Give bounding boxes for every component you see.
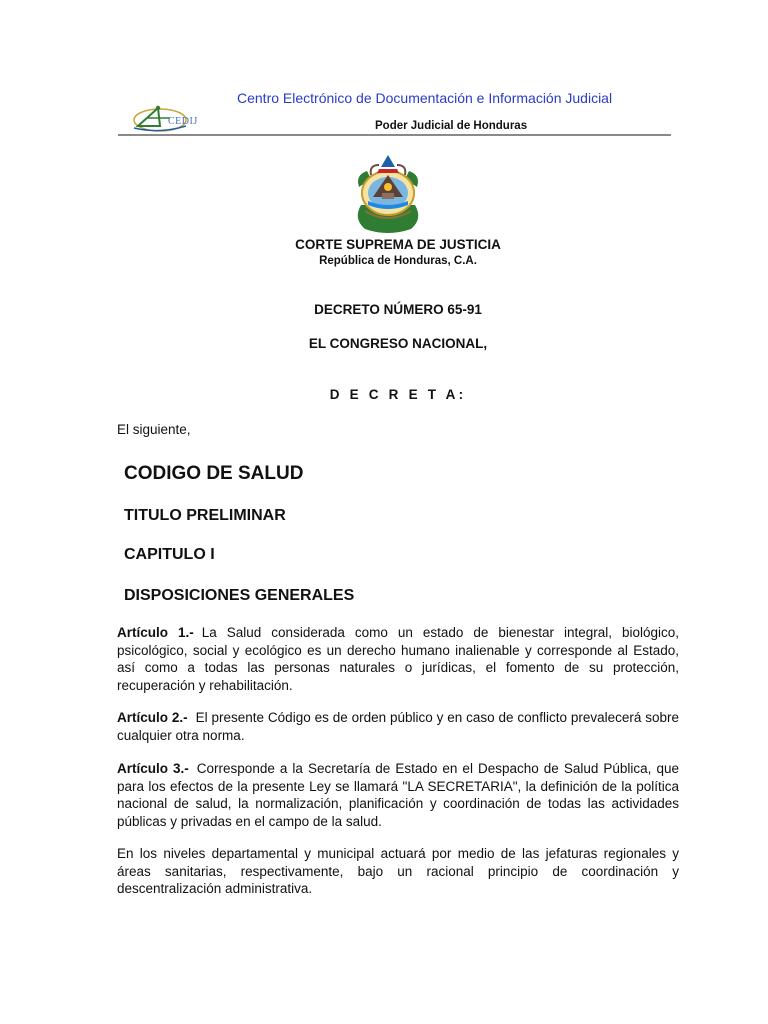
intro-text: El siguiente,: [117, 422, 191, 437]
closing-paragraph: En los niveles departamental y municipal actuará por medio de las jefaturas regionales y áreas sanitarias, respectivamente, bajo un racional principio de coordinación y descentralización administrativa.: [117, 846, 679, 896]
chapter-title: DISPOSICIONES GENERALES: [124, 587, 355, 604]
header-subtitle: Poder Judicial de Honduras: [375, 120, 528, 132]
code-title: CODIGO DE SALUD: [124, 463, 304, 484]
court-name: CORTE SUPREMA DE JUSTICIA: [295, 237, 501, 252]
article-text: El presente Código es de orden público y en caso de conflicto prevalecerá sobre cualquier otra norma.: [117, 710, 680, 743]
section-title: TITULO PRELIMINAR: [124, 507, 286, 524]
article-text: Corresponde a la Secretaría de Estado en el Despacho de Salud Pública, que para los efectos de la presente Ley se llamará "LA SECRETARIA", la definición de la política nacional de salud, la normalización, planificación y coordinación de todas las actividades públicas y privadas en el campo de la salud.: [117, 761, 679, 829]
header-divider: [118, 134, 671, 136]
decreta-heading: D E C R E T A:: [329, 387, 467, 402]
cedij-logo-icon: [130, 100, 214, 134]
article-text: La Salud considerada como un estado de bienestar integral, biológico, psicológico, social y ecológico es un derecho humano inalienable y corresponde al Estado, así como a todas las personas naturales o jurídicas, el fomento de su protección, recuperación y rehabilitación.: [117, 625, 680, 693]
honduras-coat-of-arms-icon: [351, 153, 425, 235]
logo-text: CEDIJ: [168, 116, 198, 127]
article-label: Artículo 3.-: [117, 761, 189, 776]
article-3: [117, 760, 679, 830]
decree-issuer: EL CONGRESO NACIONAL,: [308, 336, 488, 351]
article-label: Artículo 2.-: [117, 710, 188, 725]
article-label: Artículo 1.-: [117, 625, 194, 640]
article-2: [117, 709, 679, 744]
country-name: República de Honduras, C.A.: [319, 255, 477, 267]
header-title: Centro Electrónico de Documentación e Información Judicial: [237, 90, 613, 106]
article-1: [117, 624, 679, 694]
decree-number: DECRETO NÚMERO 65-91: [314, 302, 482, 317]
chapter-number: CAPITULO I: [124, 546, 215, 563]
